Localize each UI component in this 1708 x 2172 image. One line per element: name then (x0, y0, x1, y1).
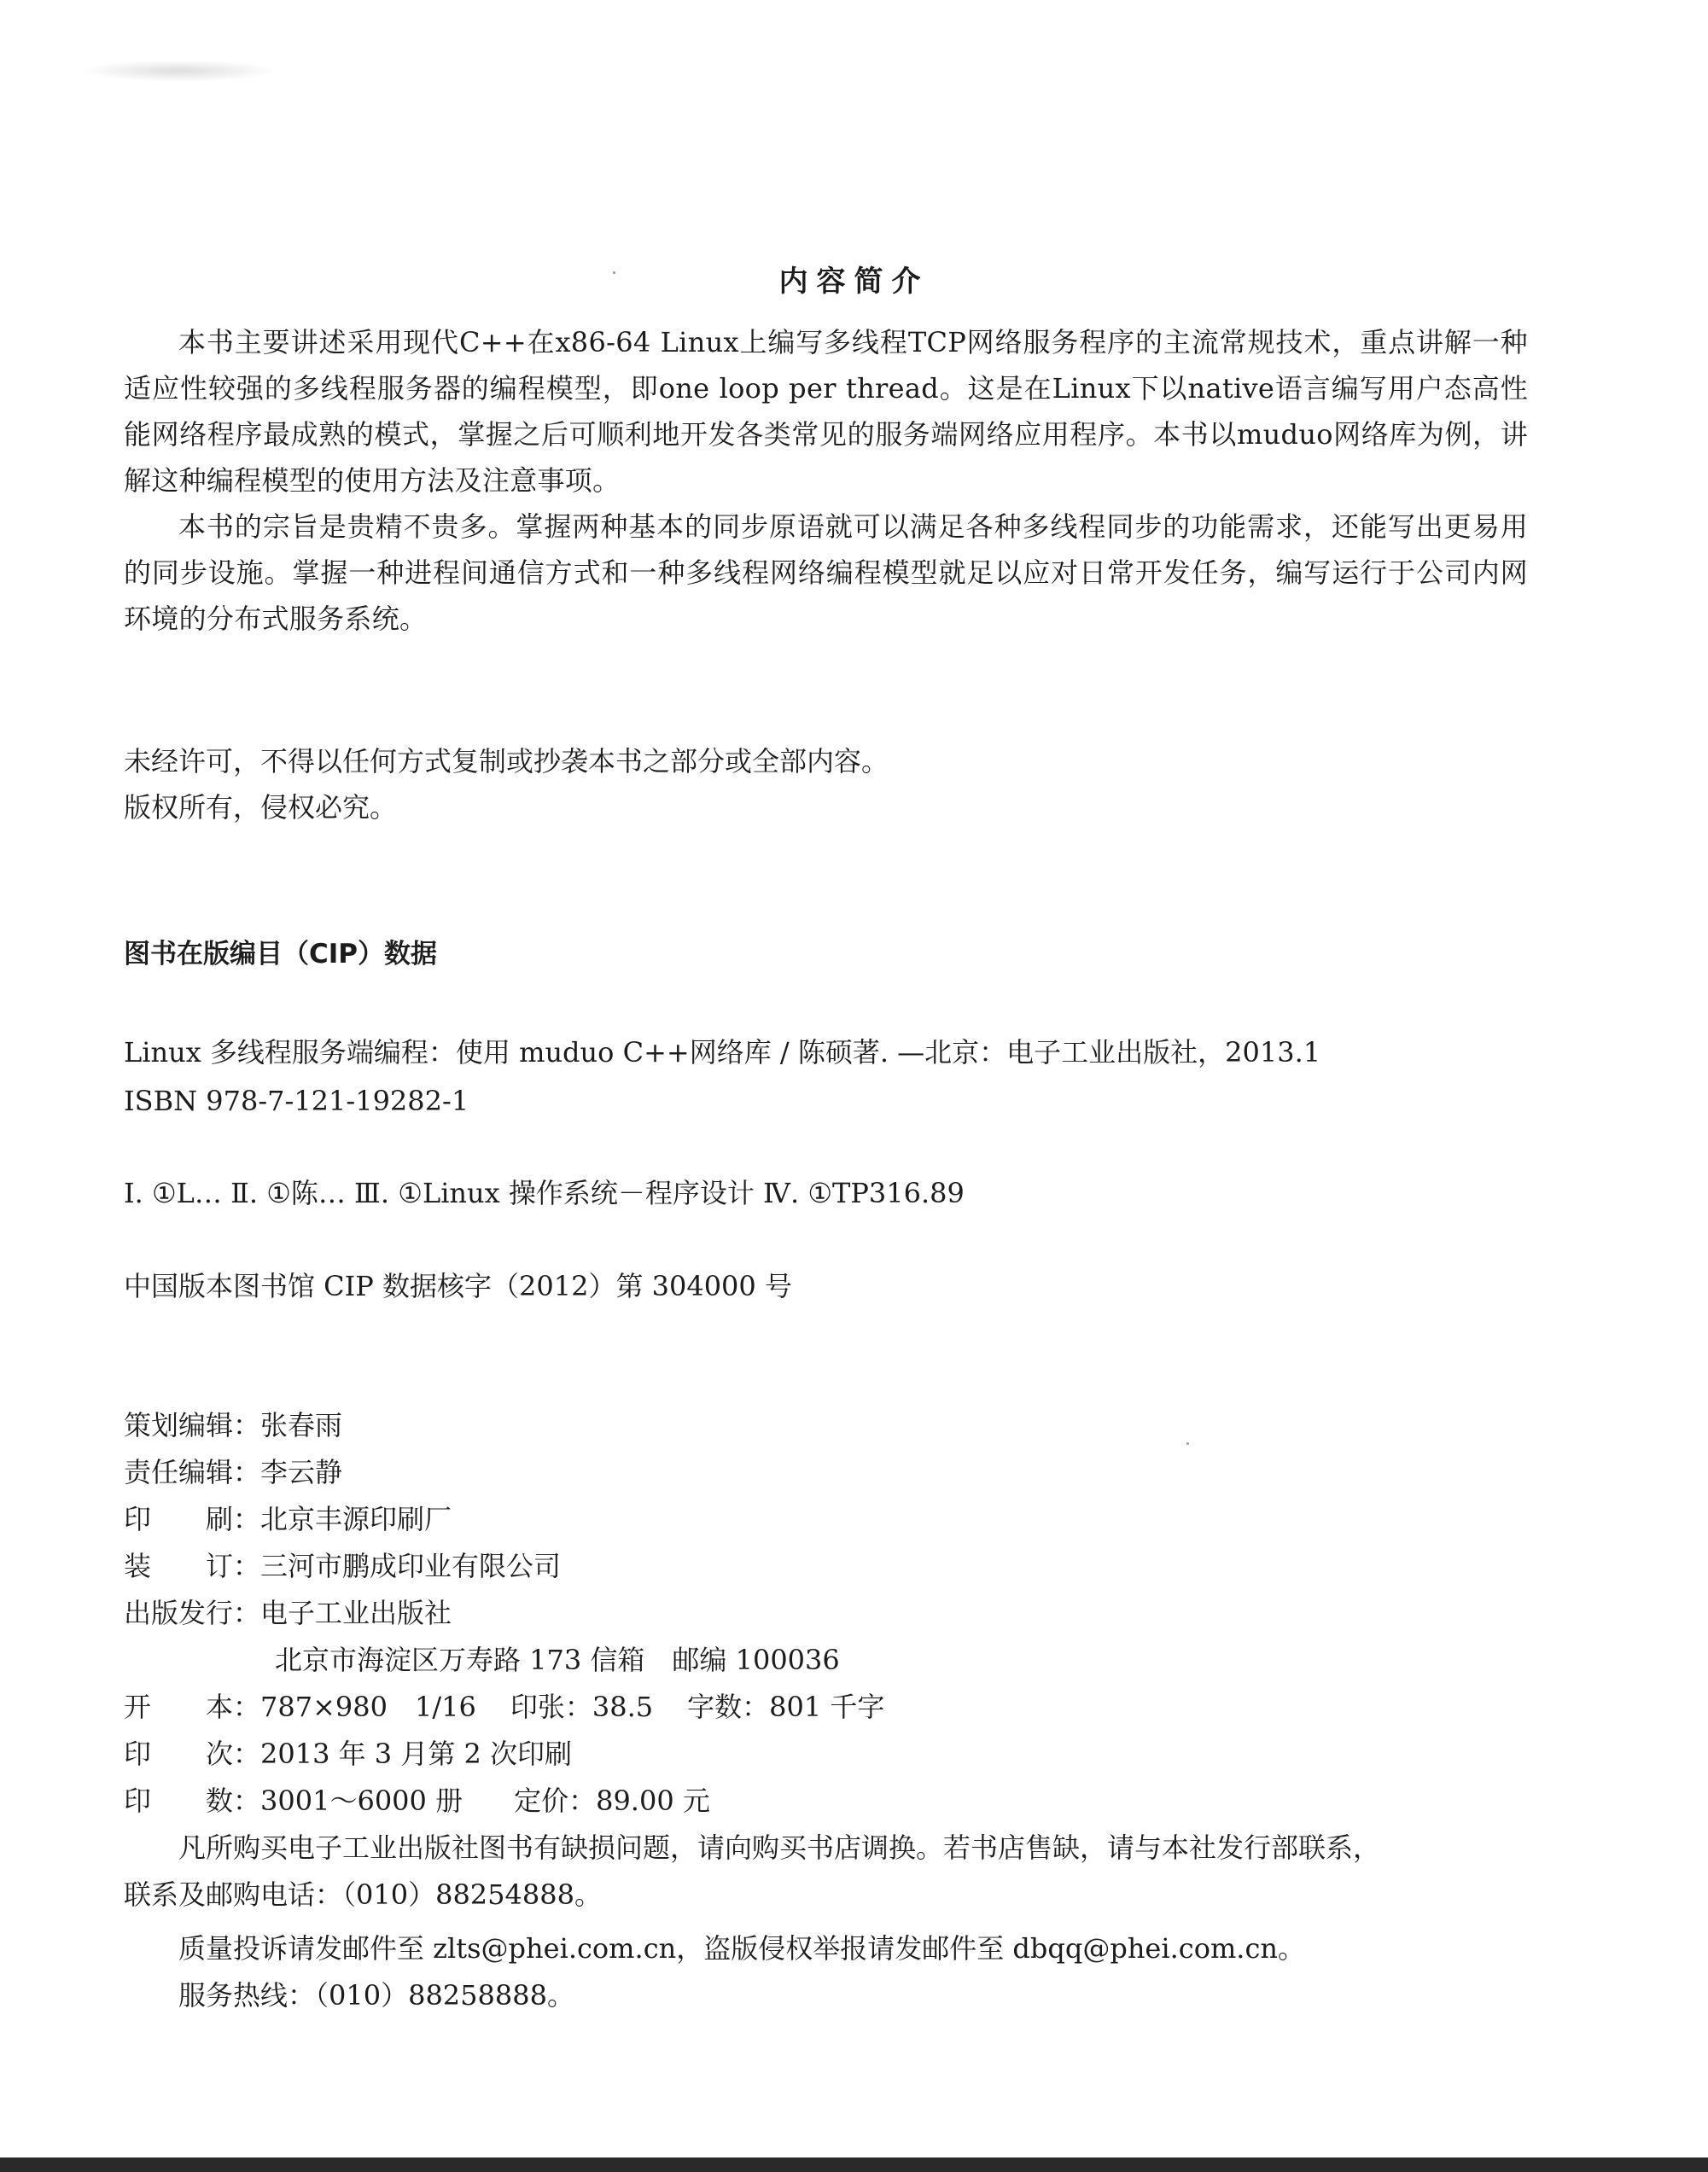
cip-heading: 图书在版编目（CIP）数据 (124, 939, 438, 970)
cip-classification: Ⅰ. ①L… Ⅱ. ①陈… Ⅲ. ①Linux 操作系统－程序设计 Ⅳ. ①TP316.89 (124, 1177, 965, 1209)
copyright-line-1: 未经许可，不得以任何方式复制或抄袭本书之部分或全部内容。 (124, 745, 889, 777)
cip-isbn: ISBN 978-7-121-19282-1 (124, 1085, 469, 1117)
format-row (124, 1690, 884, 1724)
responsible-editor-row (124, 1455, 342, 1489)
summary-paragraph-1: 本书主要讲述采用现代C++在x86-64 Linux上编写多线程TCP网络服务程序的主流常规技术，重点讲解一种适应性较强的多线程服务器的编程模型，即one loop per thread。这是在Linux下以native语言编写用户态高性能网络程序最成熟的模式，掌握之后可顺利地开发各类常见的服务端网络应用程序。本书以muduo网络库为例，讲解这种编程模型的使用方法及注意事项。 (124, 326, 1528, 497)
printing-row (124, 1502, 452, 1536)
planning-editor-row (124, 1408, 342, 1442)
publisher-row (124, 1596, 452, 1630)
summary-title: 内容简介 (778, 265, 930, 299)
printing-company: 北京丰源印刷厂 (260, 1503, 452, 1535)
printing-label: 印 刷： (124, 1503, 261, 1535)
responsible-editor-label: 责任编辑： (124, 1456, 261, 1488)
print-run-label: 印 数： (124, 1785, 261, 1817)
print-run-row (124, 1784, 710, 1818)
cip-citation: Linux 多线程服务端编程：使用 muduo C++网络库 / 陈硕著. —北京：电子工业出版社，2013.1 (124, 1036, 1321, 1069)
planning-editor-label: 策划编辑： (124, 1409, 261, 1441)
format-label: 开 本： (124, 1691, 261, 1723)
cip-library-record: 中国版本图书馆 CIP 数据核字（2012）第 304000 号 (124, 1270, 792, 1302)
binding-company: 三河市鹏成印业有限公司 (260, 1550, 562, 1582)
edition-row (124, 1737, 572, 1771)
words-value: 字数：801 千字 (687, 1691, 885, 1723)
scan-dot (1186, 1442, 1189, 1445)
edition-value: 2013 年 3 月第 2 次印刷 (260, 1738, 573, 1770)
publisher-label: 出版发行： (124, 1597, 261, 1629)
planning-editor: 张春雨 (260, 1409, 343, 1441)
publisher: 电子工业出版社 (260, 1597, 452, 1629)
notice-line-1: 凡所购买电子工业出版社图书有缺损问题，请向购买书店调换。若书店售缺，请与本社发行部联系， (178, 1831, 1381, 1864)
scan-smudge (81, 60, 277, 82)
binding-row (124, 1549, 561, 1583)
copyright-line-2: 版权所有，侵权必究。 (124, 791, 398, 824)
notice-line-2: 联系及邮购电话：（010）88254888。 (124, 1878, 602, 1911)
publisher-address: 北京市海淀区万寿路 173 信箱 邮编 100036 (275, 1644, 840, 1676)
scan-bottom-edge (0, 2157, 1708, 2172)
responsible-editor: 李云静 (260, 1456, 343, 1488)
print-run-value: 3001～6000 册 (260, 1785, 463, 1817)
edition-label: 印 次： (124, 1738, 261, 1770)
binding-label: 装 订： (124, 1550, 261, 1582)
notice-line-4: 服务热线：（010）88258888。 (178, 1979, 574, 2012)
format-value: 787×980 1/16 (260, 1691, 476, 1723)
sheets-value: 印张：38.5 (510, 1691, 654, 1723)
notice-line-3: 质量投诉请发邮件至 zlts@phei.com.cn，盗版侵权举报请发邮件至 dbqq@phei.com.cn。 (178, 1932, 1306, 1965)
price-value: 定价：89.00 元 (514, 1785, 710, 1817)
summary-paragraph-2: 本书的宗旨是贵精不贵多。掌握两种基本的同步原语就可以满足各种多线程同步的功能需求，还能写出更易用的同步设施。掌握一种进程间通信方式和一种多线程网络编程模型就足以应对日常开发任务，编写运行于公司内网环境的分布式服务系统。 (124, 510, 1528, 635)
